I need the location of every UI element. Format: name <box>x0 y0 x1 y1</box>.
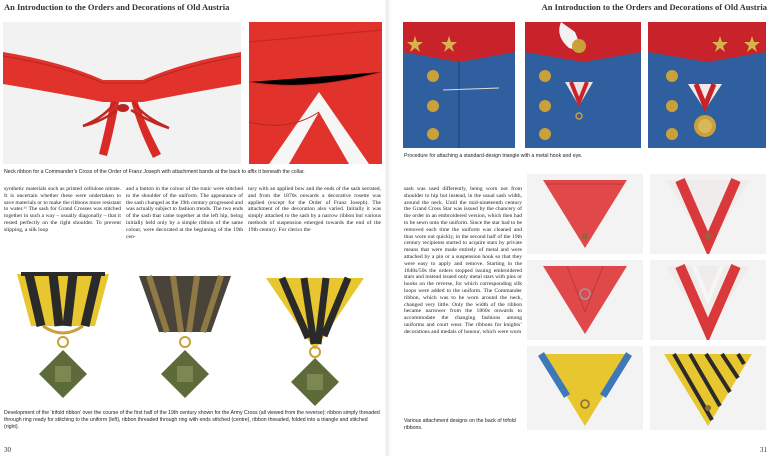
text-column-3 <box>248 186 381 234</box>
uniform-step-photo-3 <box>648 22 766 148</box>
trifold-ribbon-photo-1 <box>527 174 643 254</box>
right-page-number: 31 <box>760 446 767 454</box>
trifold-ribbon-photo-2 <box>650 174 766 254</box>
col3-paragraph: tury with an applied bow and the ends of the sash serrated, and from the 1870s onwards a decorative rosette was applied (except for the Order of Franz Joseph). The attachment of the decoration also varied. Initially it was simply attached to the sash by a narrow ribbon but various methods of suspension emerged towards the end of the 19th century. For clerics the <box>248 186 381 233</box>
attachment-designs-caption: Various attachment designs on the back of trifold ribbons. <box>404 418 516 431</box>
trifold-ribbon-photo-4 <box>650 260 766 340</box>
col4-paragraph: sash was used differently, being worn not from shoulder to hip but instead, in the usual sash width, around the neck. Until the mid-nineteenth century the Grand Cross Star was issued by the chancery of the order in an embroidered version, which then had to be sewn onto the uniform. Since the star had to be removed each time the uniform was cleaned and thus wore out quickly, in the second half of the 19th century recipients started to acquire stars by private means that were made entirely of metal and were attached by a pin or a suspension hook so that they were easy to apply and remove. Starting in the 1840s/50s the orders stopped issuing embroidered stars and instead issued only metal stars with pins or hooks on the reverse, for which corresponding silk loops were added to the uniform. The Commander ribbon, which was to be worn around the neck, changed very little. Only the width of the ribbon became narrower from the 1860s onwards to accommodate the changing fashions among uniforms and court wear. The ribbons for knights’ decorations and medals of honour, which were worn <box>404 186 522 335</box>
neck-ribbon-caption: Neck ribbon for a Commander’s Cross of the Order of Franz Joseph with attachment bands at the back to affix it beneath the collar. <box>4 169 305 175</box>
trifold-ribbon-photo-3 <box>527 260 643 340</box>
neck-ribbon-closeup-photo <box>249 22 382 164</box>
text-column-2 <box>126 186 243 240</box>
procedure-caption: Procedure for attaching a standard-design triangle with a metal hook and eye. <box>404 153 583 159</box>
left-running-header: An Introduction to the Orders and Decorations of Old Austria <box>4 2 230 12</box>
col1-paragraph: synthetic materials such as printed cellulose nitrate. It is uncertain whether these were undertaken to save materials or to make the ribbons more resistant to water.¹¹ The sash for Grand Crosses was stitched together in such a way – usually diagonally – that it rested perfectly on the right shoulder. To prevent slipping, a silk loop <box>4 186 121 233</box>
development-caption: Development of the ‘trifold ribbon’ over the course of the first half of the 19th century shown for the Army Cross (all viewed from the reverse): ribbon simply threaded through ring ready for stitching to the uniform (left), ribbon threaded through ring with ends stitched (centre), ribbon threaded, folded into a triangle and stitched (right). <box>4 410 380 430</box>
uniform-step-photo-1 <box>403 22 515 148</box>
right-running-header: An Introduction to the Orders and Decorations of Old Austria <box>541 2 767 12</box>
neck-ribbon-photo <box>3 22 241 164</box>
army-cross-photo-centre <box>129 266 241 408</box>
uniform-step-photo-2 <box>525 22 641 148</box>
book-spine <box>384 0 392 456</box>
army-cross-photo-left <box>3 266 123 408</box>
col2-paragraph: and a button in the colour of the tunic were stitched to the shoulder of the uniform. The appearance of the sash changed as the 19th century progressed and was actually subject to fashion trends. The two ends of the sash that came together at the left hip, being initially held only by a simple ribbon of the same colour, were decorated at the beginning of the 19th cen- <box>126 186 243 240</box>
trifold-ribbon-photo-5 <box>527 346 643 430</box>
text-column-1 <box>4 186 121 234</box>
left-page-number: 30 <box>4 446 11 454</box>
text-column-4 <box>404 186 522 336</box>
trifold-ribbon-photo-6 <box>650 346 766 430</box>
army-cross-photo-right <box>248 266 382 408</box>
